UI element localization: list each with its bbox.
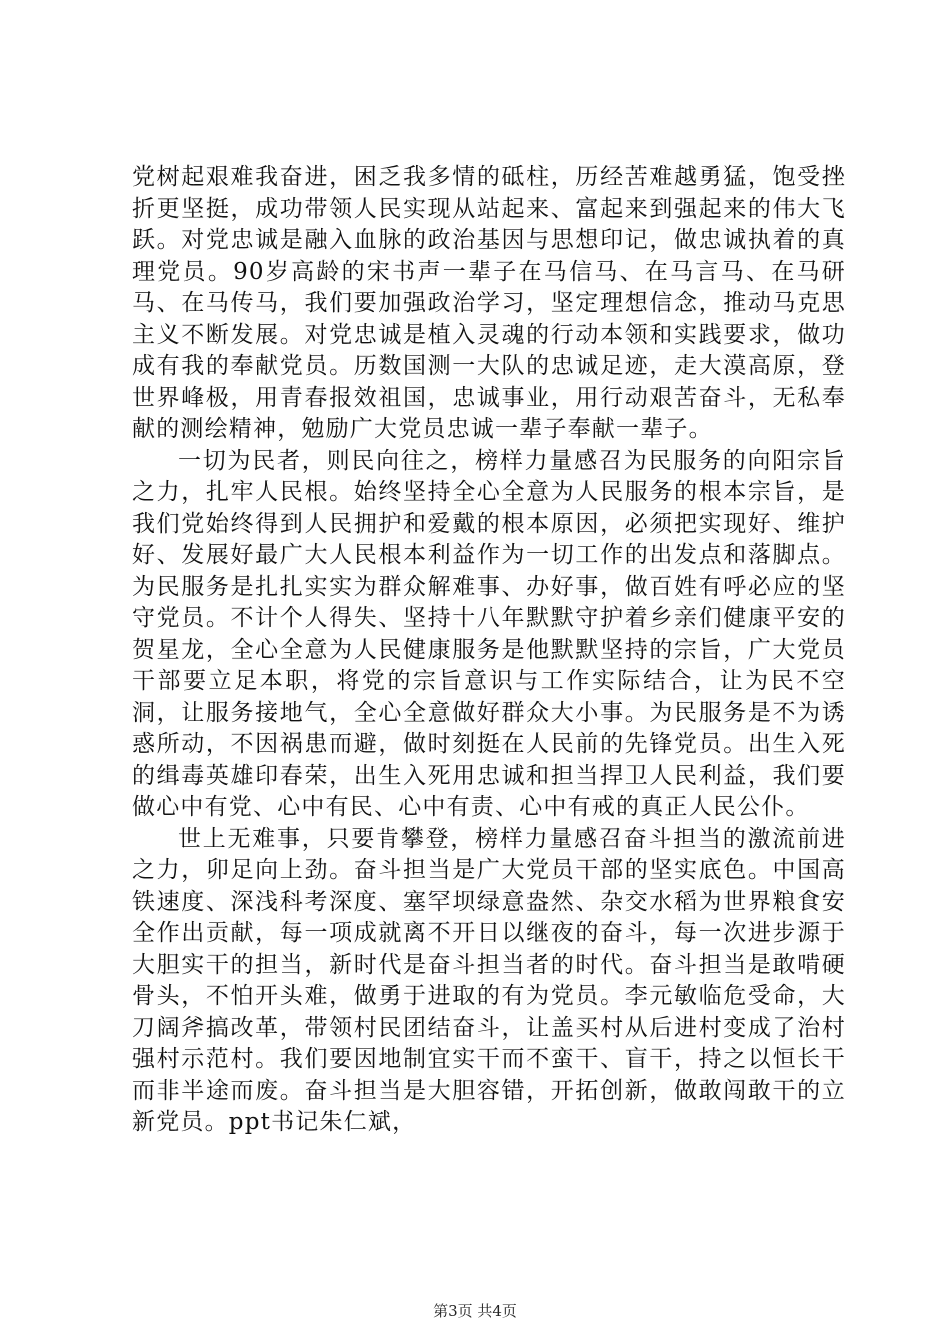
- paragraph-continued: 党树起艰难我奋进，困乏我多情的砥柱，历经苦难越勇猛，饱受挫折更坚挺，成功带领人民实现从站起来、富起来到强起来的伟大飞跃。对党忠诚是融入血脉的政治基因与思想印记，做忠诚执着的真理党员。90岁高龄的宋书声一辈子在马信马、在马言马、在马研马、在马传马，我们要加强政治学习，坚定理想信念，推动马克思主义不断发展。对党忠诚是植入灵魂的行动本领和实践要求，做功成有我的奉献党员。历数国测一大队的忠诚足迹，走大漠高原，登世界峰极，用青春报效祖国，忠诚事业，用行动艰苦奋斗，无私奉献的测绘精神，勉励广大党员忠诚一辈子奉献一辈子。: [132, 164, 846, 442]
- page-number-footer: 第3页 共4页: [433, 1302, 517, 1320]
- paragraph-serve-people: 一切为民者，则民向往之，榜样力量感召为民服务的向阳宗旨之力，扎牢人民根。始终坚持全心全意为人民服务的根本宗旨，是我们党始终得到人民拥护和爱戴的根本原因，必须把实现好、维护好、发展好最广大人民根本利益作为一切工作的出发点和落脚点。为民服务是扎扎实实为群众解难事、办好事，做百姓有呼必应的坚守党员。不计个人得失、坚持十八年默默守护着乡亲们健康平安的贺星龙，全心全意为人民健康服务是他默默坚持的宗旨，广大党员干部要立足本职，将党的宗旨意识与工作实际结合，让为民不空洞，让服务接地气，全心全意做好群众大小事。为民服务是不为诱惑所动，不因祸患而避，做时刻挺在人民前的先锋党员。出生入死的缉毒英雄印春荣，出生入死用忠诚和担当捍卫人民利益，我们要做心中有党、心中有民、心中有责、心中有戒的真正人民公仆。: [132, 447, 846, 820]
- paragraph-struggle: 世上无难事，只要肯攀登，榜样力量感召奋斗担当的激流前进之力，卯足向上劲。奋斗担当是广大党员干部的坚实底色。中国高铁速度、深浅科考深度、塞罕坝绿意盎然、杂交水稻为世界粮食安全作出贡献，每一项成就离不开日以继夜的奋斗，每一次进步源于大胆实干的担当，新时代是奋斗担当者的时代。奋斗担当是敢啃硬骨头，不怕开头难，做勇于进取的有为党员。李元敏临危受命，大刀阔斧搞改革，带领村民团结奋斗，让盖买村从后进村变成了治村强村示范村。我们要因地制宜实干而不蛮干、盲干，持之以恒长干而非半途而废。奋斗担当是大胆容错，开拓创新，做敢闯敢干的立新党员。ppt书记朱仁斌，: [132, 825, 846, 1135]
- body-text: [132, 162, 846, 1139]
